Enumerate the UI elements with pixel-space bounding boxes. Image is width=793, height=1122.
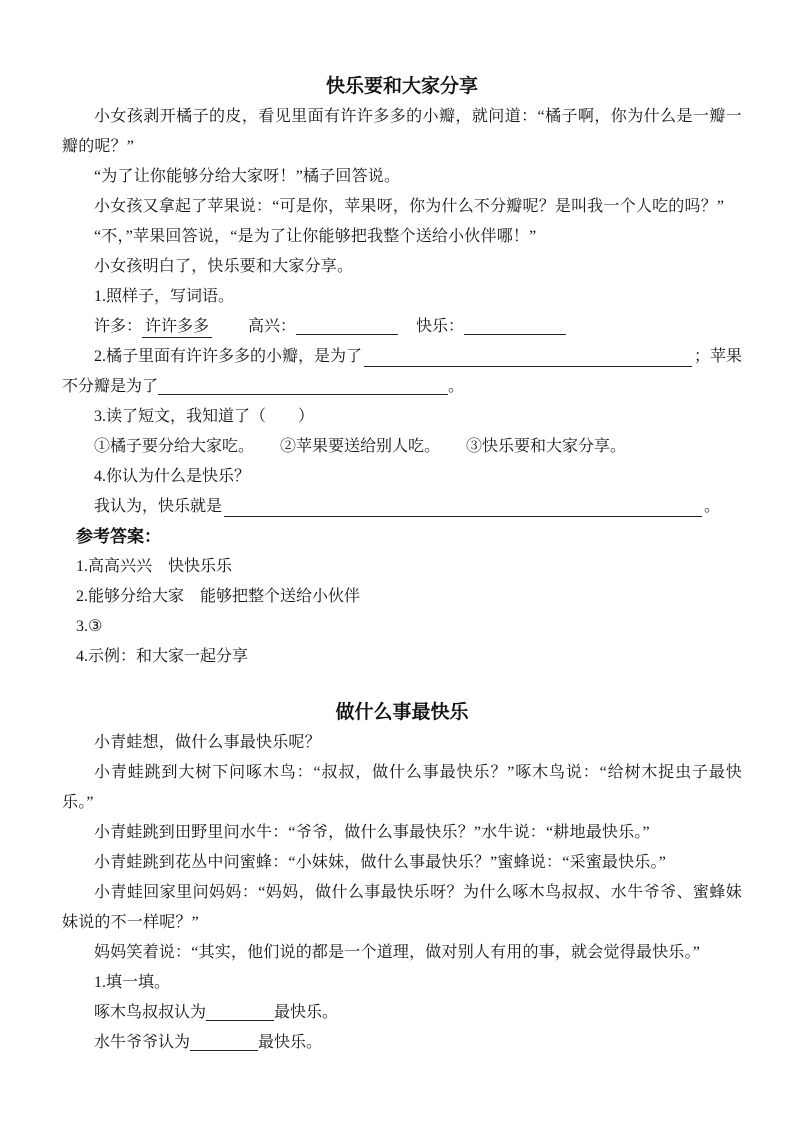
passage1-paragraph-4: “不，”苹果回答说，“是为了让你能够把我整个送给小伙伴哪！” [94, 228, 537, 245]
fill2-suffix: 最快乐。 [258, 1034, 323, 1051]
fill1-suffix: 最快乐。 [274, 1004, 339, 1021]
passage2-paragraph-1: 小青蛙想，做什么事最快乐呢？ [94, 734, 321, 751]
question3-option-2: ②苹果要送给别人吃。 [280, 438, 441, 455]
passage2-paragraph-2: 小青蛙跳到大树下问啄木鸟：“叔叔，做什么事最快乐？”啄木鸟说：“给树木捉虫子最快乐。” [62, 764, 742, 811]
question2-line2-prefix: 不分瓣是为了 [62, 378, 159, 395]
passage1-paragraph-5: 小女孩明白了，快乐要和大家分享。 [94, 258, 354, 275]
word1-label: 许多： [94, 318, 143, 335]
question2-blank-2 [158, 382, 448, 395]
question4-period: 。 [703, 498, 720, 515]
question4-blank [224, 516, 702, 517]
passage1-title: 快乐要和大家分享 [325, 76, 478, 97]
reference-answers [62, 522, 742, 672]
question1-label: 1.照样子，写词语。 [94, 288, 235, 305]
question4-label: 4.你认为什么是快乐？ [94, 468, 251, 485]
question2-line2-period: 。 [448, 378, 465, 395]
fill-in-question-label: 1.填一填。 [94, 974, 171, 991]
word3-label: 快乐： [416, 318, 465, 335]
answers-heading: 参考答案： [76, 527, 161, 546]
question2-break-text: ；苹果 [693, 348, 742, 365]
question4-prefix: 我认为，快乐就是 [94, 498, 223, 515]
answer-3: 3.③ [76, 618, 103, 635]
question3-options [62, 432, 742, 462]
passage2-paragraph-4: 小青蛙跳到花丛中问蜜蜂：“小妹妹，做什么事最快乐？”蜜蜂说：“采蜜最快乐。” [94, 854, 667, 871]
passage2-paragraph-5: 小青蛙回家里问妈妈：“妈妈，做什么事最快乐呀？为什么啄木鸟叔叔、水牛爷爷、蜜蜂妹妹说的不一样呢？” [62, 884, 742, 931]
fill2-prefix: 水牛爷爷认为 [94, 1034, 191, 1051]
question3-label: 3.读了短文，我知道了（ ） [94, 408, 315, 425]
fill-in-line-2 [62, 1028, 742, 1058]
question1-word-line [62, 312, 742, 342]
passage1-paragraph-3: 小女孩又拿起了苹果说：“可是你，苹果呀，你为什么不分瓣呢？是叫我一个人吃的吗？” [94, 198, 725, 215]
word2-label: 高兴： [248, 318, 297, 335]
word2-answer-blank [296, 322, 398, 335]
fill-in-line-1 [62, 998, 742, 1028]
word1-example-answer: 许许多多 [142, 317, 212, 338]
passage1-paragraph-2: “为了让你能够分给大家呀！”橘子回答说。 [94, 168, 401, 185]
answer-1: 1.高高兴兴 快快乐乐 [76, 558, 233, 575]
fill1-blank [206, 1008, 274, 1021]
question2-line2 [62, 372, 742, 402]
question3-option-1: ①橘子要分给大家吃。 [94, 438, 255, 455]
fill1-prefix: 啄木鸟叔叔认为 [94, 1004, 207, 1021]
passage2-paragraph-3: 小青蛙跳到田野里问水牛：“爷爷，做什么事最快乐？”水牛说：“耕地最快乐。” [94, 824, 650, 841]
passage2-paragraph-6: 妈妈笑着说：“其实，他们说的都是一个道理，做对别人有用的事，就会觉得最快乐。” [94, 944, 701, 961]
document-content [62, 72, 742, 1058]
word3-answer-blank [464, 322, 566, 335]
passage2-title: 做什么事最快乐 [335, 702, 469, 723]
question2-blank-1 [364, 366, 692, 367]
answer-2: 2.能够分给大家 能够把整个送给小伙伴 [76, 588, 361, 605]
question4-answer-line [62, 492, 742, 522]
answer-4: 4.示例：和大家一起分享 [76, 648, 249, 665]
fill2-blank [190, 1038, 258, 1051]
passage1-paragraph-1: 小女孩剥开橘子的皮，看见里面有许许多多的小瓣，就问道：“橘子啊，你为什么是一瓣一瓣的呢？” [62, 108, 742, 155]
question2-prefix: 2.橘子里面有许许多多的小瓣，是为了 [94, 348, 363, 365]
question2-line1 [62, 342, 742, 372]
question3-option-3: ③快乐要和大家分享。 [466, 438, 627, 455]
